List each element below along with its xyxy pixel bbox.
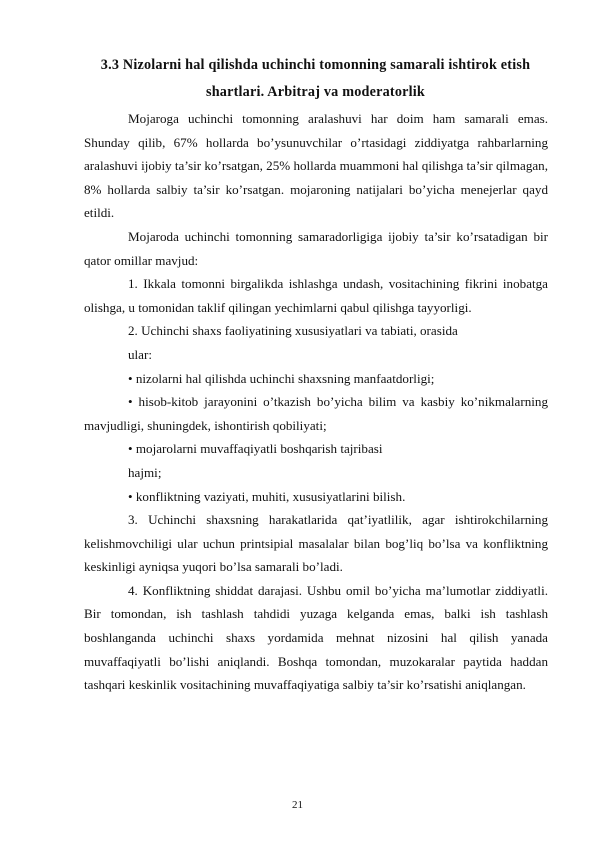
bullet-item: • nizolarni hal qilishda uchinchi shaxsning manfaatdorligi; bbox=[128, 370, 435, 386]
paragraph: Mojaroda uchinchi tomonning samaradorligiga ijobiy ta’sir ko’rsatadigan bir qator omillar mavjud: bbox=[84, 228, 548, 268]
list-item-continuation: ular: bbox=[128, 346, 152, 362]
bullet-item: • mojarolarni muvaffaqiyatli boshqarish tajribasi bbox=[128, 441, 383, 457]
section-heading: 3.3 Nizolarni hal qilishda uchinchi tomonning samarali ishtirok etish shartlari. Arbitraj va moderatorlik bbox=[100, 57, 531, 100]
bullet-item: • konfliktning vaziyati, muhiti, xususiyatlarini bilish. bbox=[128, 488, 406, 504]
page-number: 21 bbox=[292, 799, 303, 811]
list-item: 3. Uchinchi shaxsning harakatlarida qat’iyatlilik, agar ishtirokchilarning kelishmovchiligi ular uchun printsipial masalalar bilan bog’liq bo’lsa va konfliktning keskinligi ayniqsa yuqori bo’lsa samarali bo’ladi. bbox=[84, 512, 548, 575]
body-text bbox=[84, 107, 548, 697]
list-item: 2. Uchinchi shaxs faoliyatining xususiyatlari va tabiati, orasida bbox=[128, 323, 458, 339]
list-item: 1. Ikkala tomonni birgalikda ishlashga undash, vositachining fikrini inobatga olishga, u tomonidan taklif qilingan yechimlarni qabul qilishga tayyorligi. bbox=[84, 276, 548, 315]
bullet-item-continuation: hajmi; bbox=[128, 464, 162, 480]
list-item: 4. Konfliktning shiddat darajasi. Ushbu omil bo’yicha ma’lumotlar ziddiyatli. Bir tomondan, ish tashlash tahdidi yuzaga kelganda emas, balki ish tashlash boshlanganda uchinchi shaxs yordamida mehnat nizosini hal qilish yanada muvaffaqiyatli bo’lishi aniqlandi. Boshqa tomondan, muzokaralar paytida haddan tashqari keskinlik vositachining muvaffaqiyatiga salbiy ta’sir ko’rsatishi aniqlangan. bbox=[84, 582, 548, 693]
paragraph: Mojaroga uchinchi tomonning aralashuvi har doim ham samarali emas. Shunday qilib, 67% hollarda bo’ysunuvchilar o’rtasidagi ziddiyatga rahbarlarning aralashuvi ijobiy ta’sir ko’rsatgan, 25% hollarda muammoni hal qilishga ta’sir qilmagan, 8% hollarda salbiy ta’sir ko’rsatgan. mojaroning natijalari bo’yicha menejerlar qayd etildi. bbox=[84, 111, 548, 221]
bullet-item: • hisob-kitob jarayonini o’tkazish bo’yicha bilim va kasbiy ko’nikmalarning mavjudligi, shuningdek, ishontirish qobiliyati; bbox=[84, 394, 548, 433]
